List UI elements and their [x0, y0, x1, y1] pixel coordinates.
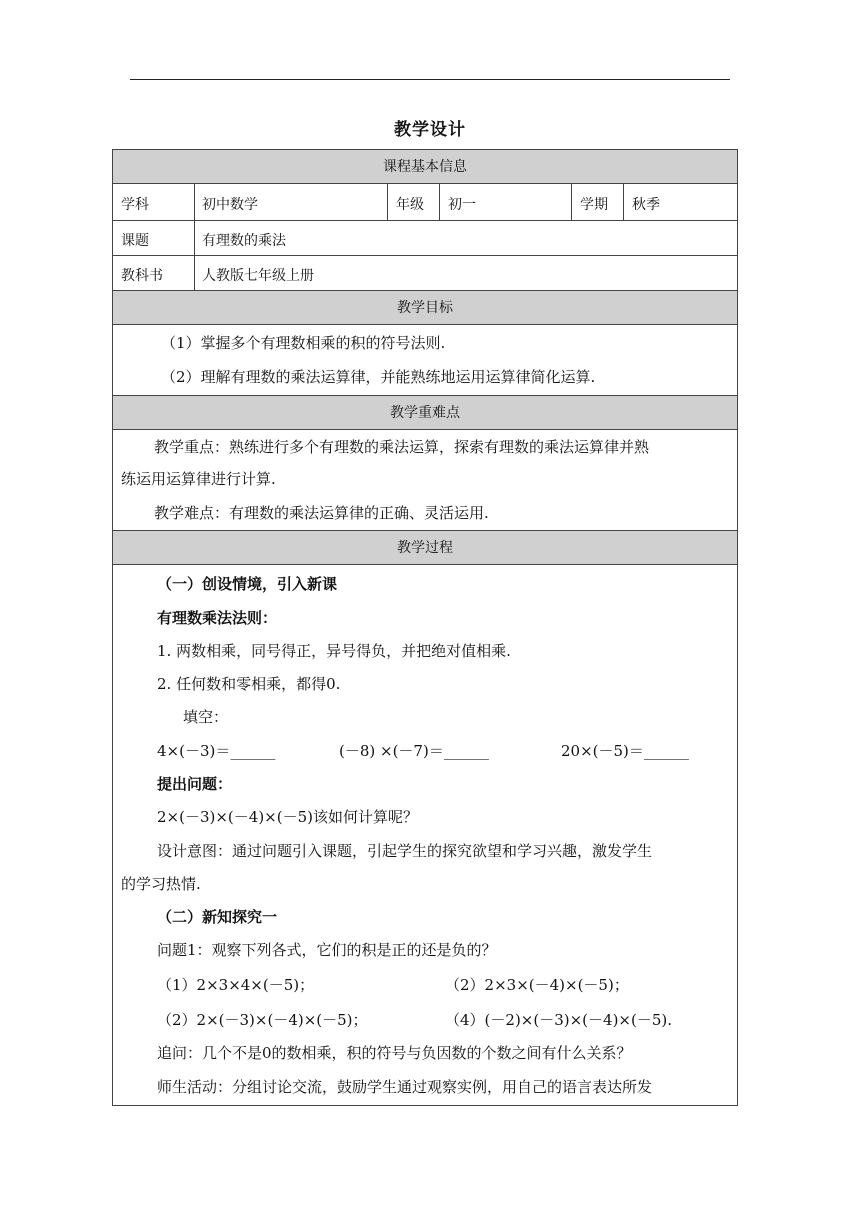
key-focus-line2: 练运用运算律进行计算.	[121, 470, 276, 488]
topic-label: 课题	[121, 233, 149, 249]
textbook-label: 教科书	[121, 268, 163, 284]
section-objectives: 教学目标	[113, 290, 737, 325]
column-divider	[571, 184, 572, 220]
part2-title: （二）新知探究一	[157, 908, 278, 926]
column-divider	[387, 184, 388, 220]
textbook-value: 人教版七年级上册	[202, 268, 314, 284]
section-key-points: 教学重难点	[113, 395, 737, 430]
term-value: 秋季	[632, 197, 660, 213]
key-focus-line1: 教学重点：熟练进行多个有理数的乘法运算，探索有理数的乘法运算律并熟	[154, 438, 650, 456]
subject-value: 初中数学	[202, 197, 258, 213]
question-text: 2×(－3)×(－4)×(－5)该如何计算呢？	[157, 808, 418, 826]
rule-title: 有理数乘法法则：	[157, 609, 278, 627]
expression-4: （4）(－2)×(－3)×(－4)×(－5).	[445, 1011, 673, 1029]
column-divider	[439, 184, 440, 220]
row-divider	[113, 255, 737, 256]
fill-label: 填空：	[183, 708, 229, 726]
objective-2: （2）理解有理数的乘法运算律，并能熟练地运用运算律简化运算.	[161, 368, 596, 386]
lesson-table	[112, 149, 738, 1106]
objective-1: （1）掌握多个有理数相乘的积的符号法则.	[161, 334, 446, 352]
design-intent-line1: 设计意图：通过问题引入课题，引起学生的探究欲望和学习兴趣，激发学生	[157, 842, 653, 860]
teacher-student-activity: 师生活动：分组讨论交流，鼓励学生通过观察实例，用自己的语言表达所发	[157, 1078, 653, 1096]
column-divider	[623, 184, 624, 220]
section-basic-info: 课程基本信息	[113, 150, 737, 184]
expression-3: （2）2×(－3)×(－4)×(－5)；	[157, 1011, 368, 1029]
question-title: 提出问题：	[157, 775, 233, 793]
column-divider	[194, 184, 195, 290]
design-intent-line2: 的学习热情.	[121, 875, 201, 893]
fill-exercise-1: 4×(－3)＝______	[157, 742, 276, 760]
key-difficulty: 教学难点：有理数的乘法运算律的正确、灵活运用.	[154, 504, 489, 522]
term-label: 学期	[580, 197, 608, 213]
grade-value: 初一	[448, 197, 476, 213]
rule-2: 2. 任何数和零相乘，都得0.	[157, 675, 341, 693]
header-rule	[130, 79, 730, 80]
fill-exercise-3: 20×(－5)＝______	[561, 742, 689, 760]
expression-1: （1）2×3×4×(－5)；	[157, 976, 315, 994]
row-divider	[113, 220, 737, 221]
section-process: 教学过程	[113, 530, 737, 565]
follow-up-question: 追问：几个不是0的数相乘，积的符号与负因数的个数之间有什么关系？	[157, 1044, 632, 1062]
rule-1: 1. 两数相乘，同号得正，异号得负，并把绝对值相乘.	[157, 642, 511, 660]
problem-1: 问题1：观察下列各式，它们的积是正的还是负的？	[157, 941, 497, 959]
expression-2: （2）2×3×(－4)×(－5)；	[445, 976, 629, 994]
grade-label: 年级	[396, 197, 424, 213]
subject-label: 学科	[121, 197, 149, 213]
fill-exercise-2: (－8) ×(－7)＝______	[339, 742, 489, 760]
document-title: 教学设计	[394, 120, 466, 140]
topic-value: 有理数的乘法	[202, 233, 286, 249]
part1-title: （一）创设情境，引入新课	[157, 575, 338, 593]
